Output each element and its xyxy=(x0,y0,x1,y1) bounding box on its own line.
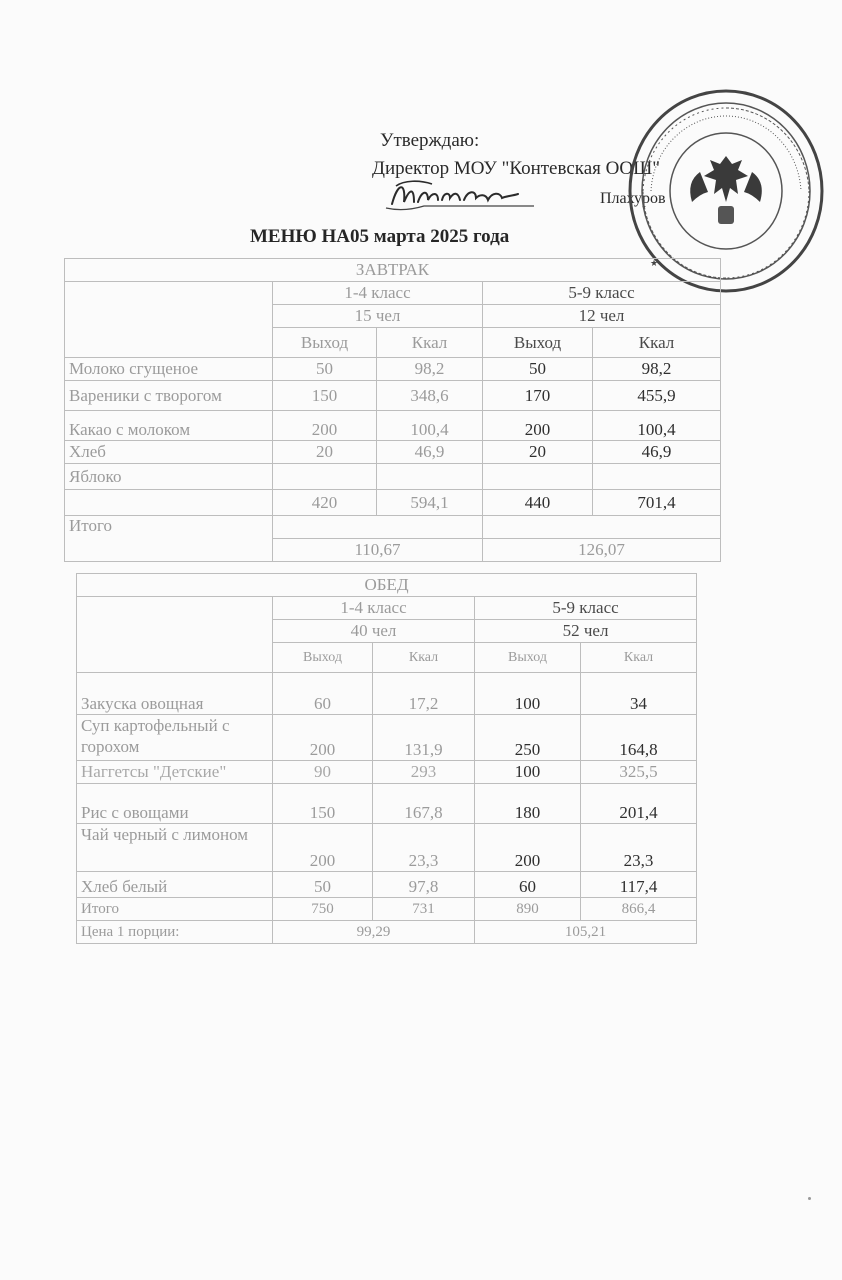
total-kcal-1: 731 xyxy=(373,898,475,921)
lunch-col-out-1: Выход xyxy=(273,643,373,673)
dish-kcal-1: 293 xyxy=(373,761,475,784)
price-2: 126,07 xyxy=(483,539,721,562)
dish-out-1: 200 xyxy=(273,715,373,761)
dish-out-1: 20 xyxy=(273,441,377,464)
dish-kcal-2: 455,9 xyxy=(593,381,721,411)
dish-kcal-1: 167,8 xyxy=(373,784,475,824)
dish-name: Хлеб белый xyxy=(77,872,273,898)
scan-speck xyxy=(808,1197,811,1200)
total-out-2: 890 xyxy=(475,898,581,921)
table-row xyxy=(65,411,721,441)
lunch-group2-class: 5-9 класс xyxy=(475,597,697,620)
price-1: 99,29 xyxy=(273,921,475,944)
lunch-title: ОБЕД xyxy=(77,574,697,597)
breakfast-table xyxy=(64,258,721,562)
empty-cell xyxy=(65,490,273,516)
total-label: Итого xyxy=(65,516,273,562)
dish-kcal-2 xyxy=(593,464,721,490)
dish-out-1: 200 xyxy=(273,411,377,441)
total-kcal-1: 594,1 xyxy=(377,490,483,516)
price-label: Цена 1 порции: xyxy=(77,921,273,944)
lunch-price-row xyxy=(77,921,697,944)
dish-out-2: 20 xyxy=(483,441,593,464)
dish-out-2: 200 xyxy=(475,824,581,872)
table-row xyxy=(65,464,721,490)
breakfast-totals-row xyxy=(65,490,721,516)
dish-out-2: 250 xyxy=(475,715,581,761)
dish-out-2: 180 xyxy=(475,784,581,824)
table-row xyxy=(65,358,721,381)
lunch-group1-class: 1-4 класс xyxy=(273,597,475,620)
dish-kcal-2: 98,2 xyxy=(593,358,721,381)
breakfast-group2-class: 5-9 класс xyxy=(483,282,721,305)
table-row xyxy=(77,673,697,715)
total-out-1: 420 xyxy=(273,490,377,516)
dish-out-2: 200 xyxy=(483,411,593,441)
dish-out-2: 60 xyxy=(475,872,581,898)
approval-director: Директор МОУ "Контевская ООШ" xyxy=(372,158,661,179)
table-row xyxy=(77,784,697,824)
dish-kcal-1: 23,3 xyxy=(373,824,475,872)
table-row xyxy=(77,872,697,898)
dish-out-2 xyxy=(483,464,593,490)
menu-title: МЕНЮ НА05 марта 2025 года xyxy=(250,226,510,247)
total-out-2: 440 xyxy=(483,490,593,516)
lunch-col-kcal-2: Ккал xyxy=(581,643,697,673)
table-row xyxy=(77,715,697,761)
breakfast-col-kcal-1: Ккал xyxy=(377,328,483,358)
dish-kcal-1: 97,8 xyxy=(373,872,475,898)
dish-out-1: 50 xyxy=(273,872,373,898)
dish-kcal-1: 131,9 xyxy=(373,715,475,761)
dish-out-1: 60 xyxy=(273,673,373,715)
dish-kcal-2: 164,8 xyxy=(581,715,697,761)
lunch-group2-people: 52 чел xyxy=(475,620,697,643)
dish-out-1: 150 xyxy=(273,381,377,411)
dish-kcal-2: 325,5 xyxy=(581,761,697,784)
dish-out-1: 200 xyxy=(273,824,373,872)
breakfast-col-out-1: Выход xyxy=(273,328,377,358)
dish-kcal-2: 34 xyxy=(581,673,697,715)
total-kcal-2: 866,4 xyxy=(581,898,697,921)
price-1: 110,67 xyxy=(273,539,483,562)
dish-out-2: 50 xyxy=(483,358,593,381)
total-kcal-2: 701,4 xyxy=(593,490,721,516)
dish-out-1: 90 xyxy=(273,761,373,784)
dish-name: Яблоко xyxy=(65,464,273,490)
dish-out-2: 100 xyxy=(475,761,581,784)
total-label: Итого xyxy=(77,898,273,921)
svg-text:★: ★ xyxy=(650,259,659,269)
dish-kcal-1: 46,9 xyxy=(377,441,483,464)
price-2: 105,21 xyxy=(475,921,697,944)
dish-kcal-1: 348,6 xyxy=(377,381,483,411)
breakfast-corner-cell xyxy=(65,282,273,358)
dish-kcal-2: 46,9 xyxy=(593,441,721,464)
lunch-col-out-2: Выход xyxy=(475,643,581,673)
dish-name: Наггетсы "Детские" xyxy=(77,761,273,784)
dish-kcal-2: 23,3 xyxy=(581,824,697,872)
dish-out-2: 100 xyxy=(475,673,581,715)
table-row xyxy=(77,761,697,784)
breakfast-group1-class: 1-4 класс xyxy=(273,282,483,305)
empty-cell xyxy=(483,516,721,539)
table-row xyxy=(77,824,697,872)
dish-name: Какао с молоком xyxy=(65,411,273,441)
breakfast-title: ЗАВТРАК xyxy=(65,259,721,282)
dish-name: Чай черный с лимоном xyxy=(77,824,273,872)
signature xyxy=(384,178,544,218)
lunch-table xyxy=(76,573,697,944)
dish-out-1: 150 xyxy=(273,784,373,824)
dish-out-2: 170 xyxy=(483,381,593,411)
dish-name: Суп картофельный с горохом xyxy=(77,715,273,761)
dish-kcal-2: 117,4 xyxy=(581,872,697,898)
approval-name: Плахуров xyxy=(600,190,666,207)
dish-name: Закуска овощная xyxy=(77,673,273,715)
breakfast-total-label-row xyxy=(65,516,721,539)
table-row xyxy=(65,381,721,411)
total-out-1: 750 xyxy=(273,898,373,921)
lunch-totals-row xyxy=(77,898,697,921)
dish-kcal-1: 98,2 xyxy=(377,358,483,381)
dish-kcal-2: 100,4 xyxy=(593,411,721,441)
lunch-col-kcal-1: Ккал xyxy=(373,643,475,673)
dish-kcal-1: 17,2 xyxy=(373,673,475,715)
lunch-group1-people: 40 чел xyxy=(273,620,475,643)
table-row xyxy=(65,441,721,464)
dish-kcal-2: 201,4 xyxy=(581,784,697,824)
dish-name: Рис с овощами xyxy=(77,784,273,824)
approval-heading: Утверждаю: xyxy=(380,130,480,151)
breakfast-col-out-2: Выход xyxy=(483,328,593,358)
dish-out-1 xyxy=(273,464,377,490)
lunch-corner-cell xyxy=(77,597,273,673)
breakfast-group2-people: 12 чел xyxy=(483,305,721,328)
breakfast-col-kcal-2: Ккал xyxy=(593,328,721,358)
empty-cell xyxy=(273,516,483,539)
breakfast-group1-people: 15 чел xyxy=(273,305,483,328)
dish-name: Молоко сгущеное xyxy=(65,358,273,381)
dish-kcal-1: 100,4 xyxy=(377,411,483,441)
dish-out-1: 50 xyxy=(273,358,377,381)
dish-name: Хлеб xyxy=(65,441,273,464)
dish-kcal-1 xyxy=(377,464,483,490)
dish-name: Вареники с творогом xyxy=(65,381,273,411)
